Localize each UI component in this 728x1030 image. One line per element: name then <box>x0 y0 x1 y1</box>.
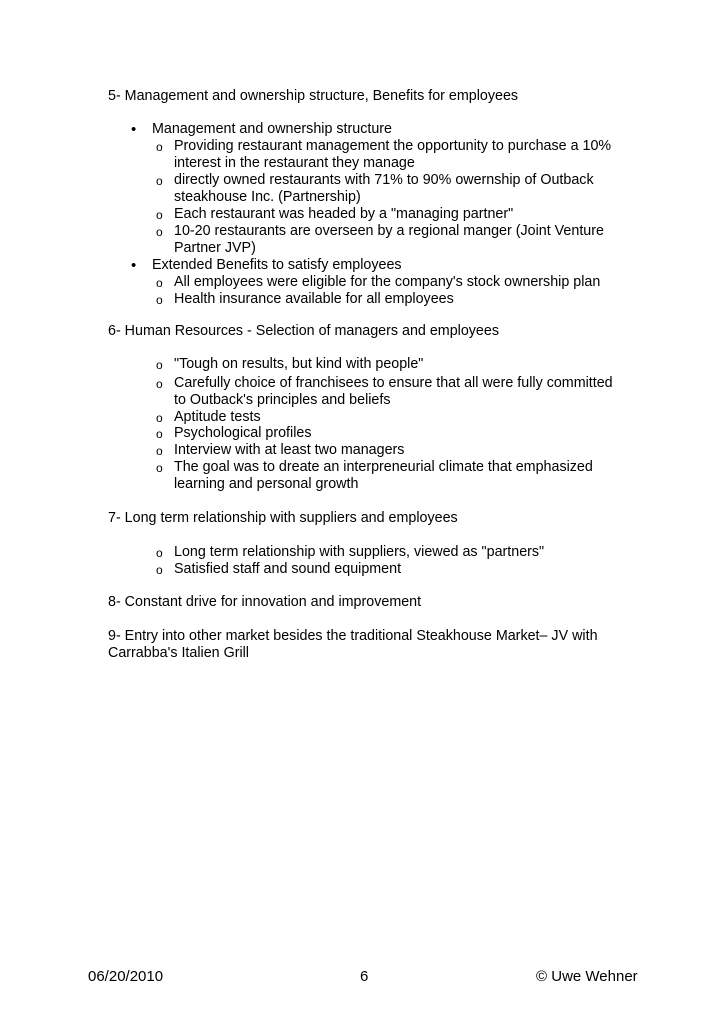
section-5-item-1-line-1: Providing restaurant management the opportunity to purchase a 10% <box>174 138 612 154</box>
sub-bullet-marker: o <box>156 377 163 391</box>
section-5-item-2-line-1: directly owned restaurants with 71% to 90% owernship of Outback <box>174 172 594 188</box>
sub-bullet-marker: o <box>156 427 163 441</box>
footer-copyright <box>536 967 638 987</box>
section-6-item-2-line-2: to Outback's principles and beliefs <box>174 392 391 408</box>
sub-bullet-marker: o <box>156 293 163 307</box>
section-7-item-1: Long term relationship with suppliers, viewed as "partners" <box>174 544 545 560</box>
section-6-heading: 6- Human Resources - Selection of managers and employees <box>108 323 499 339</box>
section-6-item-1: "Tough on results, but kind with people" <box>174 356 424 372</box>
sub-bullet-marker: o <box>156 140 163 154</box>
sub-bullet-marker: o <box>156 546 163 560</box>
sub-bullet-marker: o <box>156 358 163 372</box>
section-6-item-4: Psychological profiles <box>174 425 312 441</box>
section-5-bullet-1: Management and ownership structure <box>152 121 393 137</box>
section-7-heading: 7- Long term relationship with suppliers and employees <box>108 510 458 526</box>
section-5-bullet-2: Extended Benefits to satisfy employees <box>152 257 402 273</box>
sub-bullet-marker: o <box>156 208 163 222</box>
sub-bullet-marker: o <box>156 174 163 188</box>
footer-page-number: 6 <box>360 968 369 985</box>
copyright-icon: © <box>536 968 548 985</box>
section-5-item-1-line-2: interest in the restaurant they manage <box>174 155 415 171</box>
sub-bullet-marker: o <box>156 411 163 425</box>
sub-bullet-marker: o <box>156 225 163 239</box>
section-6-item-6-line-2: learning and personal growth <box>174 476 359 492</box>
section-5-item-4-line-2: Partner JVP) <box>174 240 256 256</box>
section-9-line-1: 9- Entry into other market besides the traditional Steakhouse Market– JV with <box>108 628 598 644</box>
bullet-marker: • <box>131 257 137 274</box>
section-7-item-2: Satisfied staff and sound equipment <box>174 561 402 577</box>
section-6-item-6-line-1: The goal was to dreate an interpreneurial climate that emphasized <box>174 459 593 475</box>
bullet-marker: • <box>131 121 137 138</box>
section-8-heading: 8- Constant drive for innovation and improvement <box>108 594 422 610</box>
footer-date: 06/20/2010 <box>88 968 164 985</box>
sub-bullet-marker: o <box>156 461 163 475</box>
section-9-line-2: Carrabba's Italien Grill <box>108 645 249 661</box>
section-5-benefit-1: All employees were eligible for the company's stock ownership plan <box>174 274 601 290</box>
section-6-item-3: Aptitude tests <box>174 409 261 425</box>
footer-author: Uwe Wehner <box>551 968 638 985</box>
section-5-benefit-2: Health insurance available for all employees <box>174 291 454 307</box>
sub-bullet-marker: o <box>156 276 163 290</box>
section-5-heading: 5- Management and ownership structure, Benefits for employees <box>108 88 519 104</box>
section-5-item-4-line-1: 10-20 restaurants are overseen by a regional manger (Joint Venture <box>174 223 604 239</box>
section-5-item-3: Each restaurant was headed by a "managing partner" <box>174 206 514 222</box>
sub-bullet-marker: o <box>156 563 163 577</box>
section-5-item-2-line-2: steakhouse Inc. (Partnership) <box>174 189 361 205</box>
section-6-item-2-line-1: Carefully choice of franchisees to ensure that all were fully committed <box>174 375 613 391</box>
section-6-item-5: Interview with at least two managers <box>174 442 405 458</box>
sub-bullet-marker: o <box>156 444 163 458</box>
